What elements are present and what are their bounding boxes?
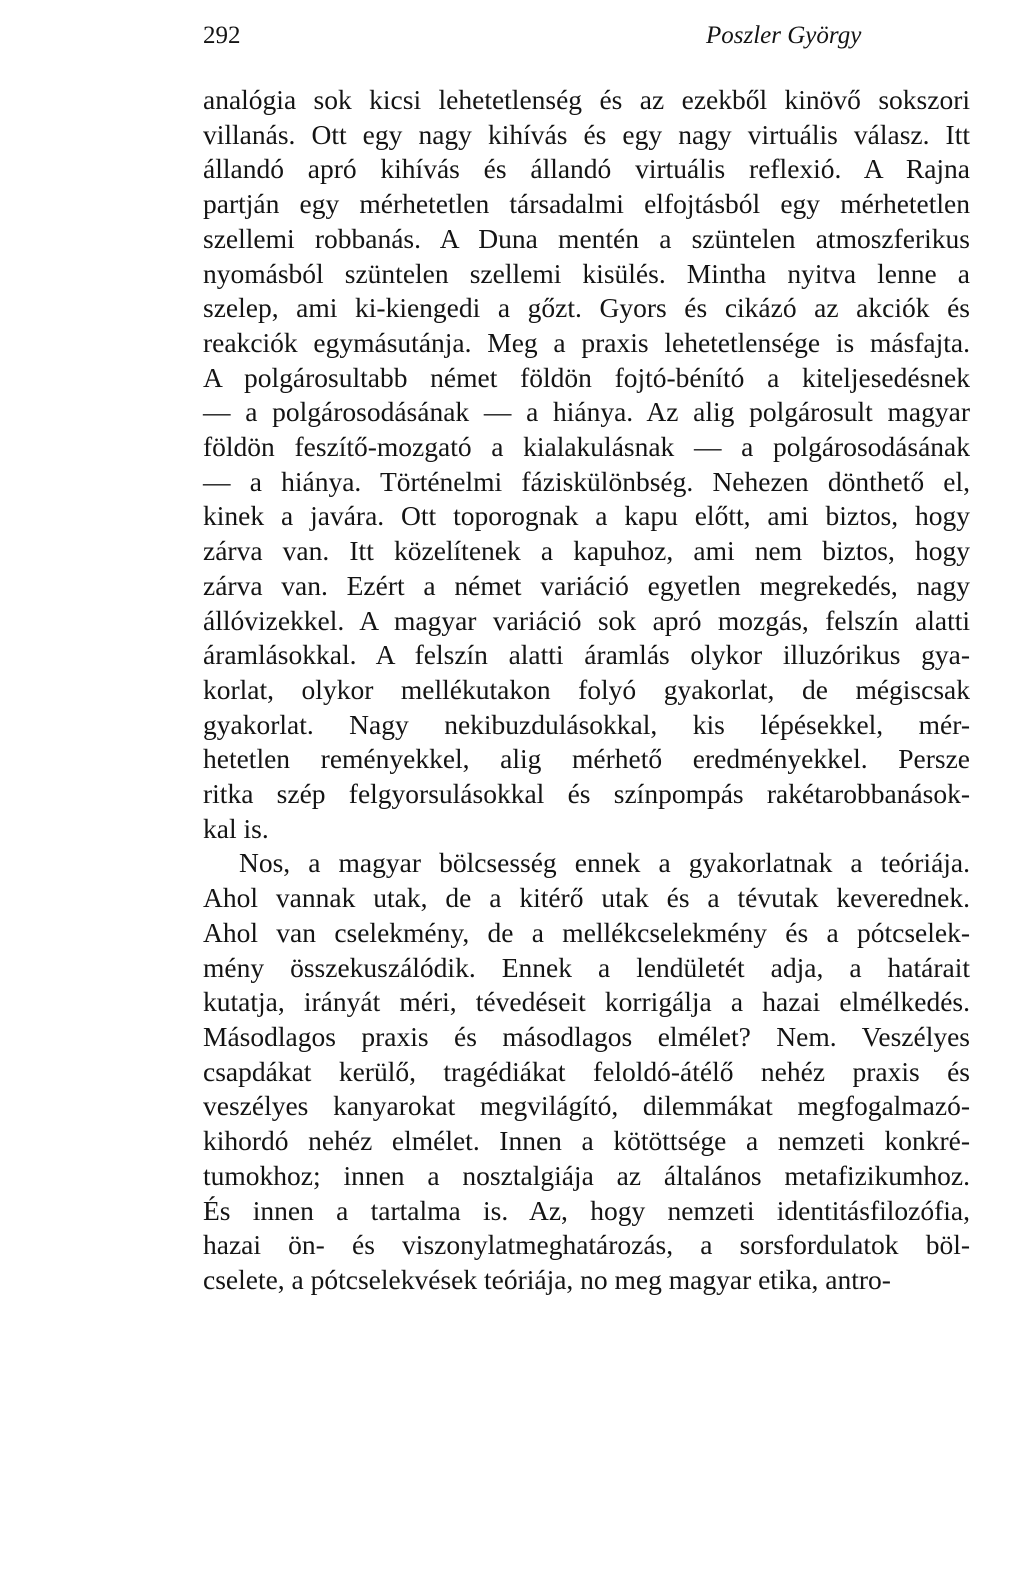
text-line: Ahol vannak utak, de a kitérő utak és a tévutak keverednek.	[203, 882, 970, 914]
text-line: áramlásokkal. A felszín alatti áramlás olykor illuzórikus gya-	[203, 639, 970, 671]
text-line: tumokhoz; innen a nosztalgiája az általános metafizikumhoz.	[203, 1159, 970, 1191]
text-line: csapdákat kerülő, tragédiákat feloldó-átélő nehéz praxis és	[203, 1055, 970, 1087]
text-line: zárva van. Itt közelítenek a kapuhoz, ami nem biztos, hogy	[203, 535, 970, 567]
text-line: földön feszítő-mozgató a kialakulásnak — a polgárosodásának	[203, 431, 970, 463]
text-line: kihordó nehéz elmélet. Innen a kötöttsége a nemzeti konkré-	[203, 1125, 970, 1157]
text-line: cselete, a pótcselekvések teóriája, no meg magyar etika, antro-	[203, 1263, 891, 1295]
text-line: partján egy mérhetetlen társadalmi elfojtásból egy mérhetetlen	[203, 188, 970, 220]
text-line: — a polgárosodásának — a hiánya. Az alig polgárosult magyar	[203, 396, 970, 428]
text-line: állandó apró kihívás és állandó virtuális reflexió. A Rajna	[203, 153, 970, 185]
text-line: mény összekuszálódik. Ennek a lendületét adja, a határait	[203, 951, 970, 983]
text-line: hetetlen reményekkel, alig mérhető eredményekkel. Persze	[203, 743, 970, 775]
text-line: — a hiánya. Történelmi fáziskülönbség. Nehezen dönthető el,	[203, 465, 970, 497]
text-line: hazai ön- és viszonylatmeghatározás, a sorsfordulatok böl-	[203, 1229, 970, 1261]
text-line: reakciók egymásutánja. Meg a praxis lehetetlensége is másfajta.	[203, 326, 970, 358]
running-head-author: Poszler György	[706, 22, 862, 49]
paragraph	[203, 83, 970, 846]
text-line: szelep, ami ki-kiengedi a gőzt. Gyors és cikázó az akciók és	[203, 292, 970, 324]
text-line: kutatja, irányát méri, tévedéseit korrigálja a hazai elmélkedés.	[203, 986, 970, 1018]
text-line: analógia sok kicsi lehetetlenség és az ezekből kinövő sokszori	[203, 84, 970, 115]
text-line: ritka szép felgyorsulásokkal és színpompás rakétarobbanások-	[203, 778, 970, 810]
text-line: gyakorlat. Nagy nekibuzdulásokkal, kis lépésekkel, mér-	[203, 708, 970, 740]
body-text	[203, 83, 970, 1298]
text-line: A polgárosultabb német földön fojtó-bénító a kiteljesedésnek	[203, 361, 970, 393]
text-line: zárva van. Ezért a német variáció egyetlen megrekedés, nagy	[203, 569, 970, 601]
text-line: És innen a tartalma is. Az, hogy nemzeti identitásfilozófia,	[203, 1194, 970, 1226]
text-line: nyomásból szüntelen szellemi kisülés. Mintha nyitva lenne a	[203, 257, 970, 289]
paragraph	[203, 846, 970, 1297]
text-line: kinek a javára. Ott toporognak a kapu előtt, ami biztos, hogy	[203, 500, 970, 532]
text-line: állóvizekkel. A magyar variáció sok apró mozgás, felszín alatti	[203, 604, 970, 636]
text-line: veszélyes kanyarokat megvilágító, dilemmákat megfogalmazó-	[203, 1090, 970, 1122]
page-header	[203, 18, 970, 54]
text-line: kal is.	[203, 812, 269, 844]
text-line: Ahol van cselekmény, de a mellékcselekmény és a pótcselek-	[203, 916, 970, 948]
text-line: Másodlagos praxis és másodlagos elmélet? Nem. Veszélyes	[203, 1020, 970, 1052]
text-line: villanás. Ott egy nagy kihívás és egy nagy virtuális válasz. Itt	[203, 118, 970, 150]
text-line: korlat, olykor mellékutakon folyó gyakorlat, de mégiscsak	[203, 673, 970, 705]
text-line: Nos, a magyar bölcsesség ennek a gyakorlatnak a teóriája.	[239, 847, 970, 879]
page-number: 292	[203, 22, 241, 49]
text-line: szellemi robbanás. A Duna mentén a szüntelen atmoszferikus	[203, 222, 970, 254]
